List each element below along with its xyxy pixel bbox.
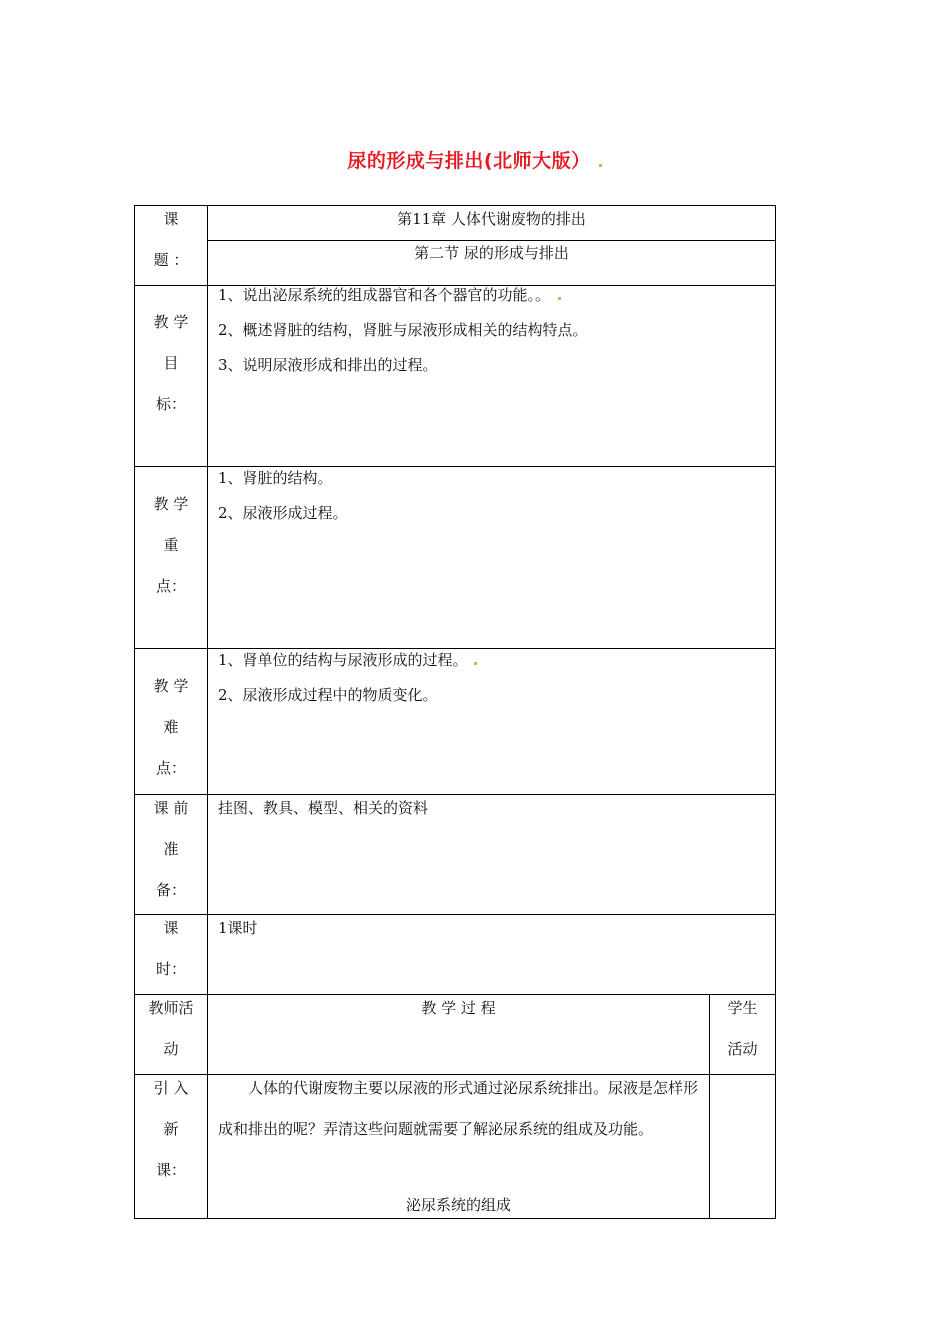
- label-line: 新: [163, 1120, 179, 1138]
- label-line: 教 学: [153, 313, 189, 331]
- label-line: 重: [163, 536, 179, 554]
- label-line: 题 ：: [153, 251, 189, 269]
- objectives-content: [208, 278, 775, 383]
- label-line: 课 前: [153, 799, 189, 817]
- key-points-label: [135, 484, 207, 607]
- intro-label: [135, 1068, 207, 1191]
- label-line: 备：: [155, 881, 186, 899]
- student-activity-label: [710, 988, 775, 1070]
- label-line: 点：: [155, 759, 186, 777]
- label-line: 准: [163, 840, 179, 858]
- label-line: 时：: [155, 960, 186, 978]
- list-item: 2、尿液形成过程。: [218, 504, 348, 522]
- decorative-dot: [558, 297, 561, 300]
- page-title: [0, 146, 950, 173]
- section-title: 第二节 尿的形成与排出: [414, 244, 569, 262]
- teaching-process-heading: 教 学 过 程: [421, 999, 496, 1017]
- topic-label: [135, 199, 207, 281]
- label-line: 教师活: [148, 999, 194, 1017]
- label-line: 课: [163, 919, 179, 937]
- table-border-right: [775, 205, 776, 1219]
- periods-label: [135, 908, 207, 990]
- label-line: 课: [163, 210, 179, 228]
- list-item: 2、概述肾脏的结构，肾脏与尿液形成相关的结构特点。: [218, 321, 588, 339]
- label-line: 动: [163, 1040, 179, 1058]
- label-line: 活动: [727, 1040, 758, 1058]
- label-line: 课：: [155, 1161, 186, 1179]
- key-points-content: [208, 461, 775, 531]
- periods-content: 1课时: [218, 919, 258, 937]
- list-item: 1、肾单位的结构与尿液形成的过程。: [218, 643, 775, 678]
- list-item: 1、肾脏的结构。: [218, 469, 333, 487]
- chapter-title: 第11章 人体代谢废物的排出: [397, 210, 586, 228]
- preparation-content: 挂图、教具、模型、相关的资料: [218, 799, 429, 817]
- label-line: 难: [163, 718, 179, 736]
- page-title-text: 尿的形成与排出(北师大版）: [347, 150, 591, 172]
- teacher-activity-label: [135, 988, 207, 1070]
- label-line: 点：: [155, 577, 186, 595]
- label-line: 学生: [727, 999, 758, 1017]
- preparation-label: [135, 788, 207, 911]
- intro-subheading: 泌尿系统的组成: [405, 1196, 511, 1214]
- decorative-dot: [474, 662, 477, 665]
- decorative-dot: [599, 164, 602, 167]
- label-line: 教 学: [153, 677, 189, 695]
- label-line: 标：: [155, 395, 186, 413]
- label-line: 目: [163, 354, 179, 372]
- list-item: 1、说出泌尿系统的组成器官和各个器官的功能。。: [218, 278, 775, 313]
- difficulties-content: [208, 643, 775, 713]
- difficulties-label: [135, 666, 207, 789]
- label-line: 教 学: [153, 495, 189, 513]
- label-line: 引 入: [153, 1079, 189, 1097]
- objectives-label: [135, 302, 207, 425]
- list-item: 3、说明尿液形成和排出的过程。: [218, 356, 438, 374]
- intro-paragraph: 人体的代谢废物主要以尿液的形式通过泌尿系统排出。尿液是怎样形成和排出的呢？弄清这些问题就需要了解泌尿系统的组成及功能。: [218, 1079, 699, 1138]
- lesson-plan-table: [134, 205, 776, 1219]
- list-item: 2、尿液形成过程中的物质变化。: [218, 686, 438, 704]
